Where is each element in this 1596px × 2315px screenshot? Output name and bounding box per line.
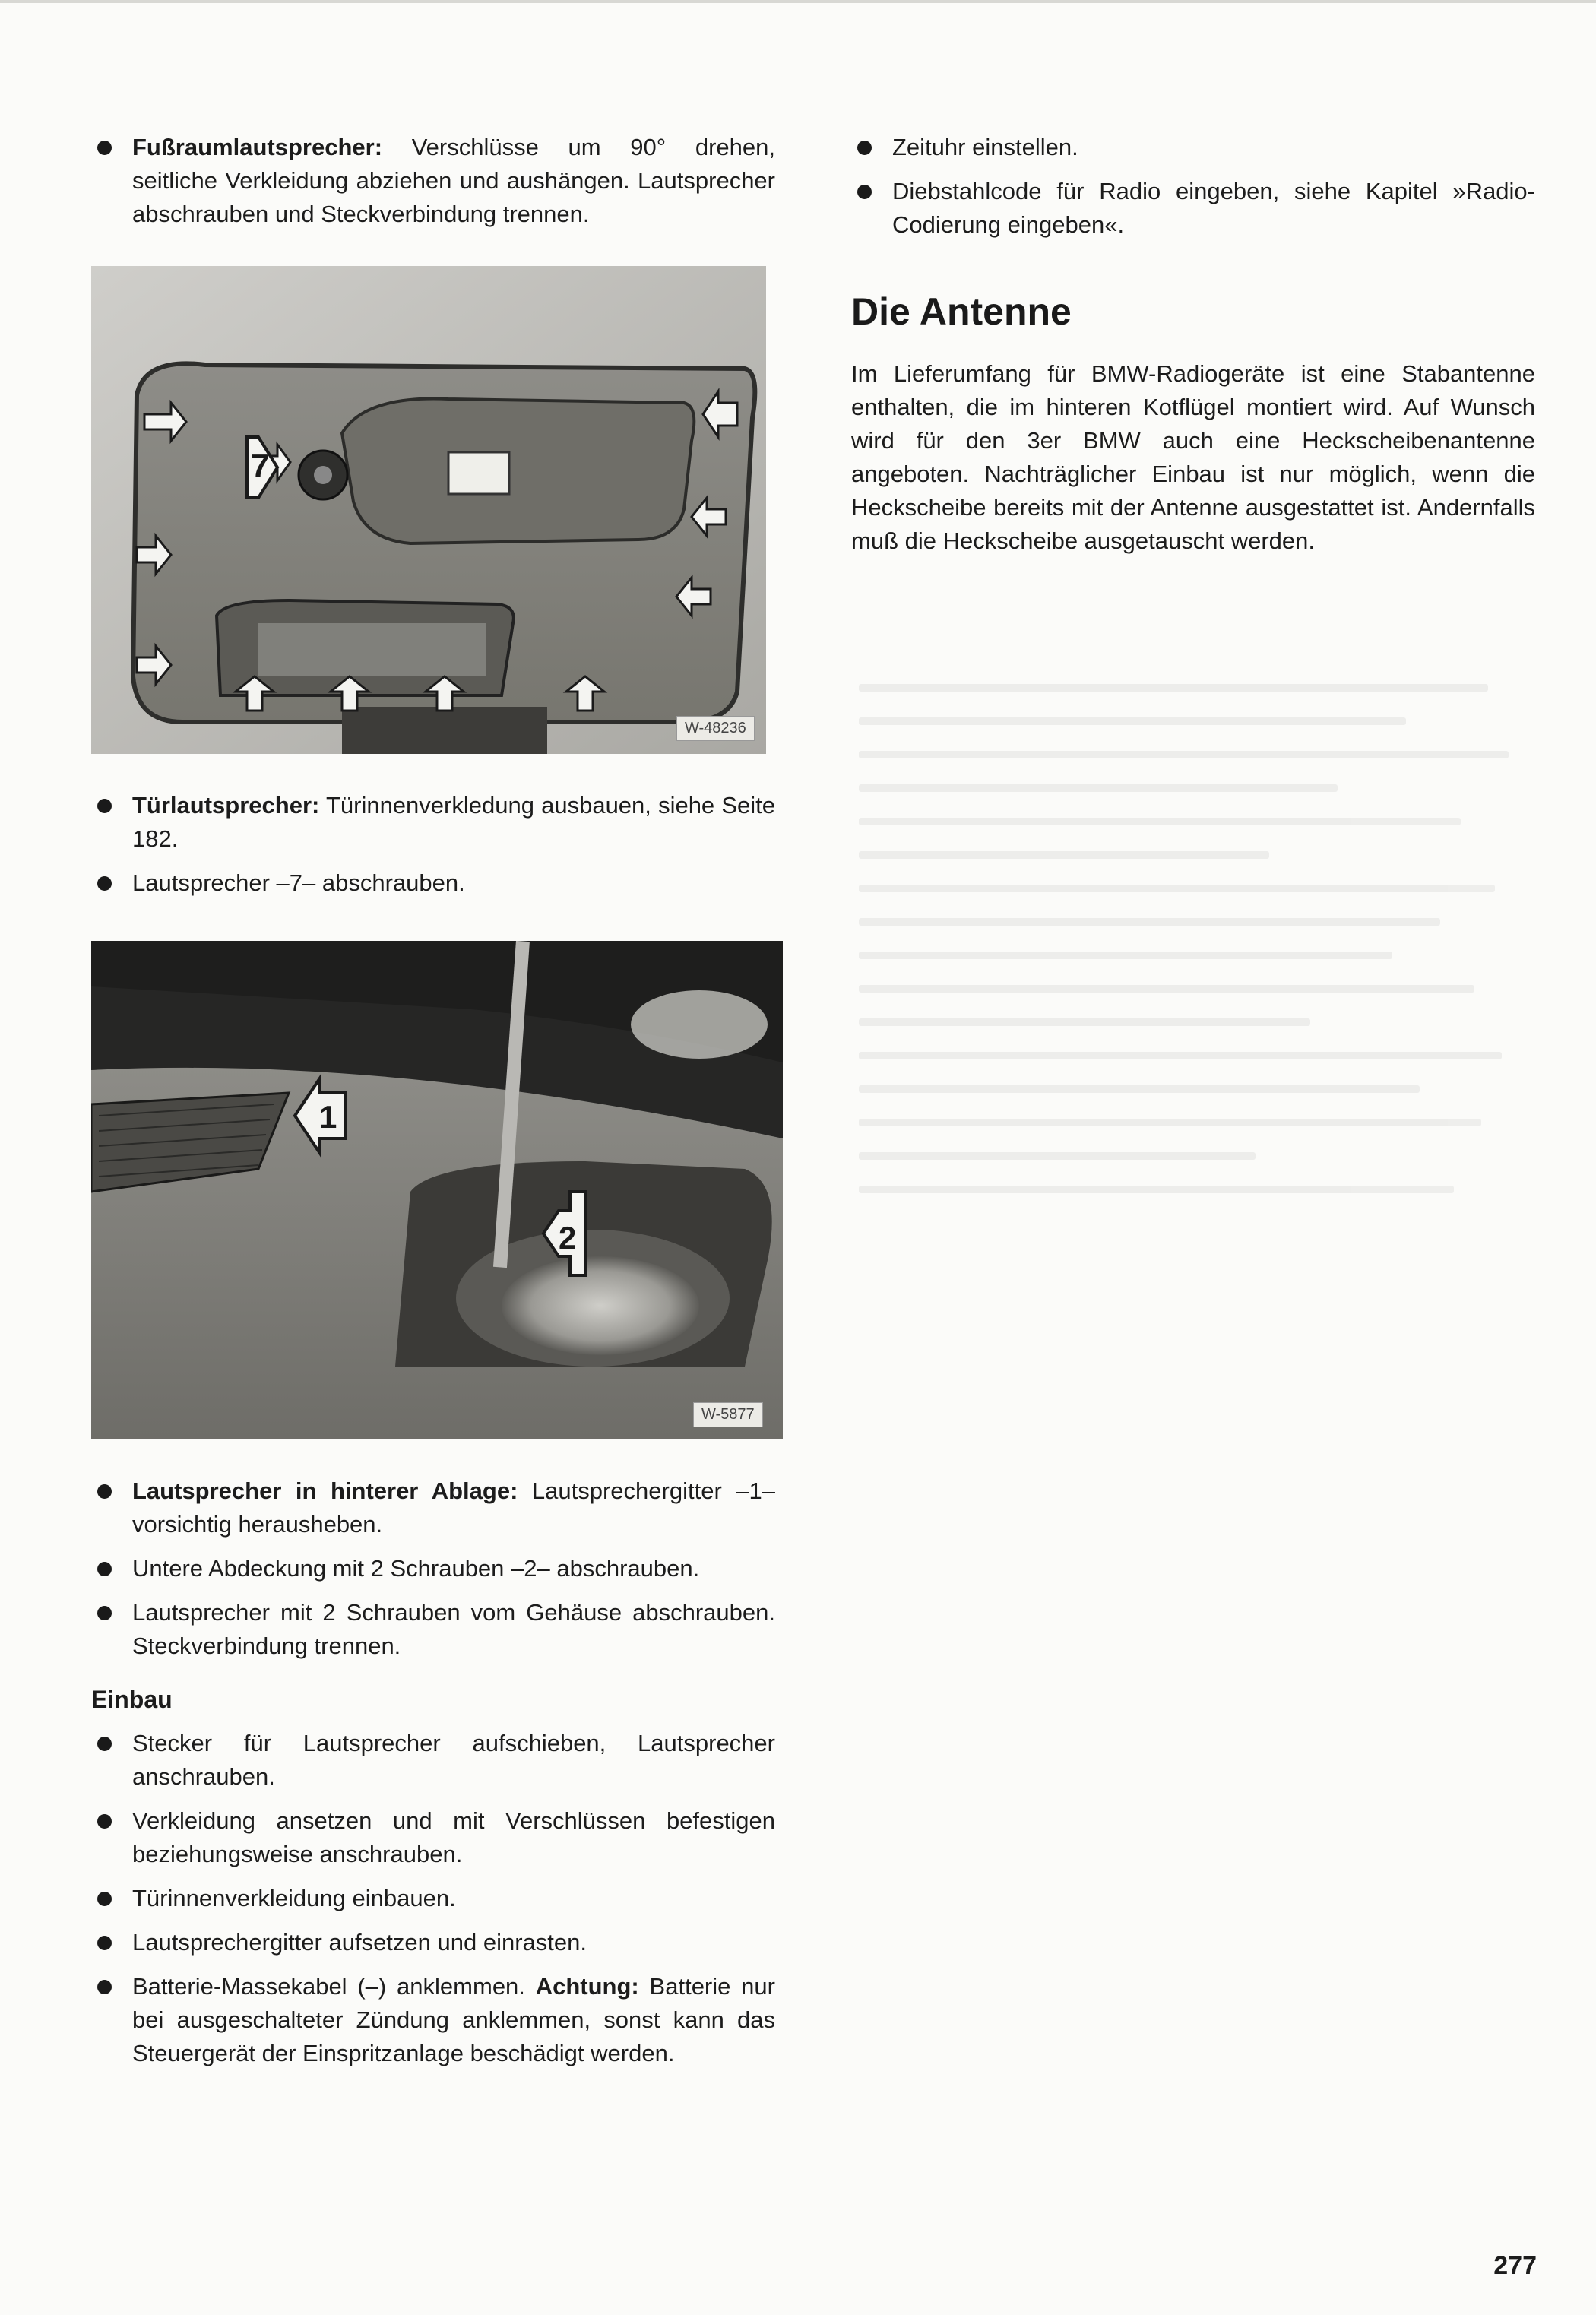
show-through-texture: [859, 684, 1543, 1634]
bullet-einbau-4: [91, 1926, 775, 1959]
bullet-lead: Lautsprecher in hinterer Ablage:: [132, 1477, 518, 1504]
bullet-gehaeuse: [91, 1596, 775, 1663]
page-top-rule: [0, 0, 1596, 3]
bullet-text: Untere Abdeckung mit 2 Schrauben –2– abschrauben.: [132, 1555, 700, 1582]
door-panel-photo: [91, 266, 766, 754]
rear-shelf-illustration: [91, 941, 783, 1439]
antenne-heading: Die Antenne: [851, 290, 1072, 333]
bullet-text: Stecker für Lautsprecher aufschieben, Lautsprecher anschrauben.: [132, 1730, 775, 1790]
bullet-einbau-5: [91, 1970, 775, 2070]
callout-2-label: 2: [559, 1220, 577, 1256]
callout-1-label: 1: [319, 1099, 337, 1135]
bullet-text: Lautsprechergitter –1– vorsichtig herausheben.: [132, 1477, 775, 1538]
figure-code-1: W-48236: [676, 716, 755, 741]
left-column-low: [91, 1474, 775, 2081]
antenne-paragraph: Im Lieferumfang für BMW-Radiogeräte ist eine Stabantenne enthalten, die im hinteren Kotflügel montiert wird. Auf Wunsch wird für den 3er BMW auch eine Heckscheibenantenne angeboten. Nachträglicher Einbau ist nur möglich, wenn die Heckscheibe bereits mit der Antenne ausgestattet ist. Andernfalls muß die Heckscheibe ausgetauscht werden.: [851, 360, 1535, 554]
bullet-text: Türinnenverkleidung einbauen.: [132, 1885, 456, 1911]
warning-lead: Achtung:: [535, 1973, 639, 2000]
bullet-lead: Türlautsprecher:: [132, 792, 320, 819]
right-column: [851, 131, 1535, 558]
bullet-lautsprecher-abschrauben: [91, 866, 775, 900]
bullet-einbau-2: [91, 1804, 775, 1871]
bullet-text: Türinnenverkledung ausbauen, siehe Seite 182.: [132, 792, 775, 852]
einbau-heading: Einbau: [91, 1686, 173, 1713]
bullet-lead: Fußraumlautsprecher:: [132, 134, 383, 160]
bullet-fussraum: [91, 131, 775, 231]
bullet-text: Diebstahlcode für Radio eingeben, siehe Kapitel »Radio-Codierung eingeben«.: [892, 178, 1535, 238]
bullet-text: Verkleidung ansetzen und mit Verschlüssen befestigen beziehungsweise anschrauben.: [132, 1807, 775, 1867]
bullet-text: Verschlüsse um 90° drehen, seitliche Verkleidung abziehen und aushängen. Lautsprecher abschrauben und Steckverbindung trennen.: [132, 134, 775, 227]
bullet-text: Zeituhr einstellen.: [892, 134, 1078, 160]
door-panel-illustration: [91, 266, 766, 754]
callout-7-label: 7: [251, 448, 270, 485]
bullet-text: Lautsprecher mit 2 Schrauben vom Gehäuse abschrauben. Steckverbindung trennen.: [132, 1599, 775, 1659]
rear-shelf-photo: [91, 941, 783, 1439]
rear-speaker: [502, 1256, 699, 1355]
bullet-untere-abdeckung: [91, 1552, 775, 1585]
left-column-top: [91, 131, 775, 242]
bullet-text: Lautsprecher –7– abschrauben.: [132, 869, 465, 896]
bullet-text: Lautsprechergitter aufsetzen und einrasten.: [132, 1929, 587, 1956]
bullet-text: Batterie-Massekabel (–) anklemmen.: [132, 1973, 536, 2000]
bullet-diebstahlcode: [851, 175, 1535, 242]
bullet-tuerlautsprecher: [91, 789, 775, 856]
bullet-zeituhr: [851, 131, 1535, 164]
door-handle-recess: [448, 452, 509, 494]
figure-code-2: W-5877: [693, 1402, 763, 1427]
bullet-hintere-ablage: [91, 1474, 775, 1541]
page-number: 277: [1493, 2251, 1537, 2280]
bullet-einbau-1: [91, 1727, 775, 1794]
bullet-einbau-3: [91, 1882, 775, 1915]
left-column-mid: [91, 789, 775, 910]
warning-text: Batterie nur bei ausgeschalteter Zündung anklemmen, sonst kann das Steuergerät der Einspritzanlage beschädigt werden.: [132, 1973, 775, 2066]
